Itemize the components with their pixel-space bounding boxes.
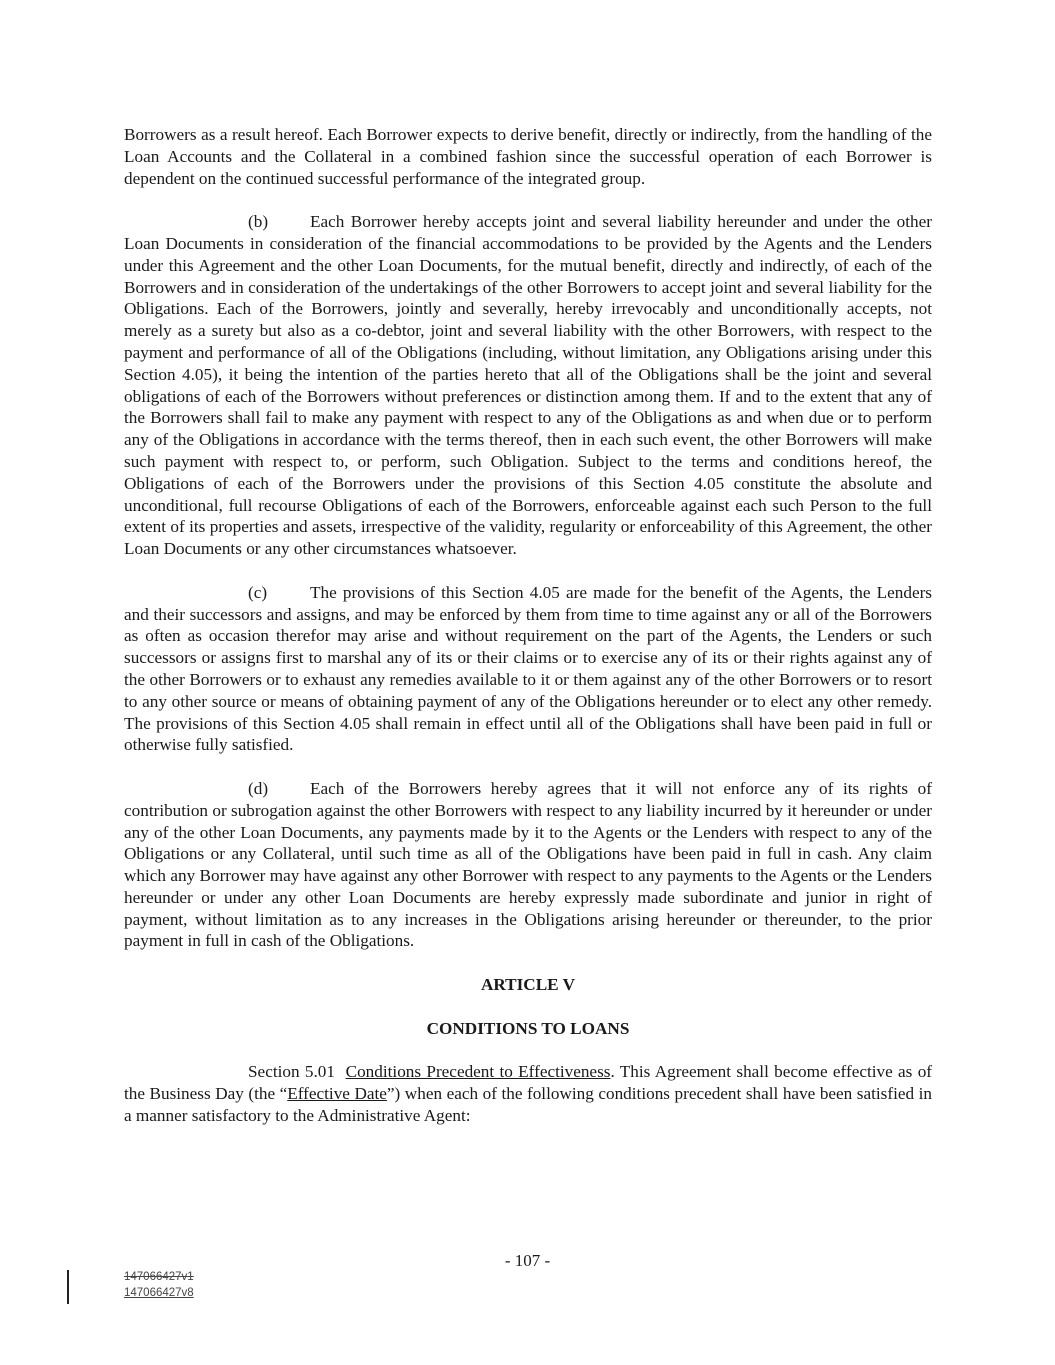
- section-5-01-paragraph: [124, 1061, 932, 1126]
- doc-id-new: 147066427v8: [124, 1287, 194, 1299]
- section-5-01-text-2: ”) when each of the following conditions precedent shall have been satisfied in a manner satisfactory to the Administrative Agent:: [124, 1084, 932, 1125]
- paragraph-b: [124, 211, 932, 560]
- paragraph-c-text: The provisions of this Section 4.05 are made for the benefit of the Agents, the Lenders and their successors and assigns, and may be enforced by them from time to time against any or all of the Borrowers as often as occasion therefor may arise and without requirement on the part of the Agents, the Lenders or such successors or assigns first to marshal any of its or their claims or to exercise any of its or their rights against any of the other Borrowers or to exhaust any remedies available to it or them against any of the other Borrowers or to resort to any other source or means of obtaining payment of any of the Obligations hereunder or to elect any other remedy. The provisions of this Section 4.05 shall remain in effect until all of the Obligations shall have been paid in full or otherwise fully satisfied.: [124, 582, 932, 755]
- paragraph-d-enum: (d): [248, 778, 269, 798]
- paragraph-d: [124, 778, 932, 952]
- paragraph-c: [124, 582, 932, 756]
- paragraph-b-text: Each Borrower hereby accepts joint and several liability hereunder and under the other Loan Documents in consideration of the financial accommodations to be provided by the Agents and the Lenders under this Agreement and the other Loan Documents, for the mutual benefit, directly and indirectly, of each of the Borrowers and in consideration of the undertakings of the other Borrowers to accept joint and several liability for the Obligations. Each of the Borrowers, jointly and severally, hereby irrevocably and unconditionally accepts, not merely as a surety but also as a co-debtor, joint and several liability with the other Borrowers, with respect to the payment and performance of all of the Obligations (including, without limitation, any Obligations arising under this Section 4.05), it being the intention of the parties hereto that all of the Obligations shall be the joint and several obligations of each of the Borrowers without preferences or distinction among them. If and to the extent that any of the Borrowers shall fail to make any payment with respect to any of the Obligations as and when due or to perform any of the Obligations in accordance with the terms thereof, then in each such event, the other Borrowers will make such payment with respect to, or perform, such Obligation. Subject to the terms and conditions hereof, the Obligations of each of the Borrowers under the provisions of this Section 4.05 constitute the absolute and unconditional, full recourse Obligations of each of the Borrowers, enforceable against each such Person to the full extent of its properties and assets, irrespective of the validity, regularity or enforceability of this Agreement, the other Loan Documents or any other circumstances whatsoever.: [124, 212, 932, 559]
- intro-paragraph: Borrowers as a result hereof. Each Borrower expects to derive benefit, directly or indirectly, from the handling of the Loan Accounts and the Collateral in a combined fashion since the successful operation of each Borrower is dependent on the continued successful performance of the integrated group.: [124, 125, 932, 188]
- section-5-01-text-1: . This Agreement shall become effective as of the Business Day (the “: [124, 1062, 933, 1104]
- article-title: CONDITIONS TO LOANS: [426, 1018, 630, 1038]
- effective-date-term: Effective Date: [287, 1084, 387, 1104]
- section-5-01-heading: Conditions Precedent to Effectiveness: [345, 1062, 611, 1082]
- paragraph-d-text: Each of the Borrowers hereby agrees that it will not enforce any of its rights of contribution or subrogation against the other Borrowers with respect to any liability incurred by it hereunder or under any of the other Loan Documents, any payments made by it to the Agents or the Lenders with respect to any of the Obligations or any Collateral, until such time as all of the Obligations have been paid in full in cash. Any claim which any Borrower may have against any other Borrower with respect to any payments to the Agents or the Lenders hereunder or under any other Loan Documents are hereby expressly made subordinate and junior in right of payment, without limitation as to any increases in the Obligations arising hereunder or thereunder, to the prior payment in full in cash of the Obligations.: [124, 778, 932, 951]
- section-5-01-label: Section 5.01: [248, 1062, 335, 1082]
- article-number: ARTICLE V: [480, 975, 576, 995]
- revision-change-bar: [67, 1270, 69, 1304]
- document-body: [124, 124, 932, 1127]
- paragraph-c-enum: (c): [248, 582, 268, 602]
- paragraph-b-enum: (b): [248, 212, 269, 232]
- doc-id-old: 147066427v1: [124, 1271, 194, 1283]
- page-number: - 107 -: [504, 1251, 551, 1270]
